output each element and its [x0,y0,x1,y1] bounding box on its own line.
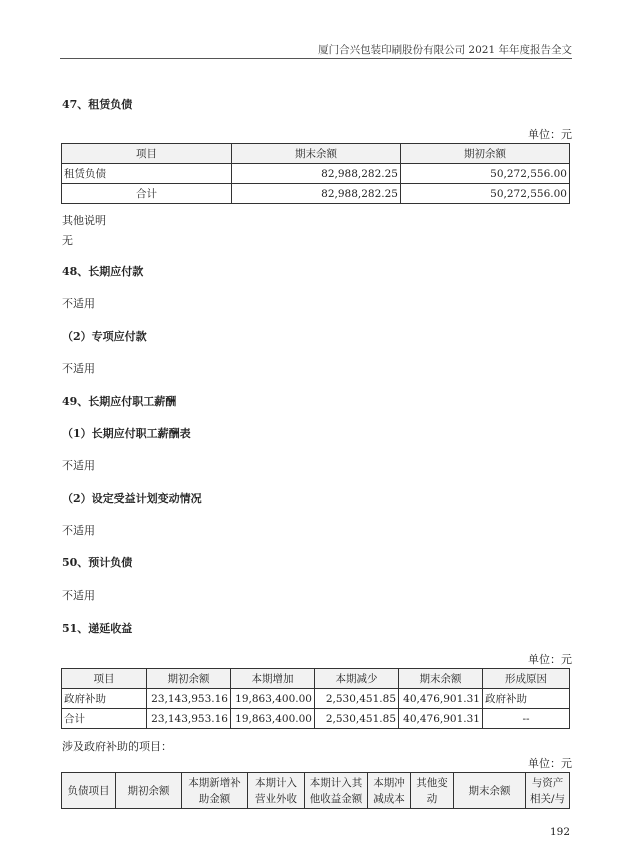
table-cell: 政府补助 [483,689,570,709]
table-header-row [62,773,570,809]
header-divider [60,58,572,59]
table-cell: 40,476,901.31 [399,709,483,729]
section-51-heading: 51、递延收益 [62,622,133,635]
column-header: 本期冲减成本 [368,773,411,809]
column-header: 负债项目 [62,773,116,809]
table-cell: 40,476,901.31 [399,689,483,709]
section-51-unit: 单位：元 [528,653,572,666]
table-cell: 23,143,953.16 [147,689,231,709]
column-header: 其他变动 [411,773,454,809]
column-header: 与资产相关/与 [526,773,570,809]
section-47-unit: 单位：元 [528,128,572,141]
not-applicable-text: 不适用 [62,362,95,375]
section-48-heading: 48、长期应付款 [62,265,144,278]
table-row [62,164,570,184]
column-header: 本期计入营业外收 [248,773,305,809]
table-cell: 2,530,451.85 [315,689,399,709]
table-cell: 19,863,400.00 [231,689,315,709]
column-header: 期初余额 [401,144,570,164]
table-row [62,184,570,204]
table-cell: 50,272,556.00 [401,184,570,204]
section-48-sub2-heading: （2）专项应付款 [62,330,147,343]
document-header-title: 厦门合兴包装印刷股份有限公司 2021 年年度报告全文 [318,44,572,56]
table-cell: 19,863,400.00 [231,709,315,729]
column-header: 期末余额 [454,773,526,809]
table-cell: 合计 [62,709,147,729]
table-cell: -- [483,709,570,729]
table-header-row [62,669,570,689]
section-50-heading: 50、预计负债 [62,556,133,569]
table-cell: 政府补助 [62,689,147,709]
table-row [62,709,570,729]
section-49-sub2-heading: （2）设定受益计划变动情况 [62,492,202,505]
other-notes-value: 无 [62,234,73,247]
column-header: 期末余额 [232,144,401,164]
not-applicable-text: 不适用 [62,297,95,310]
table-cell: 租赁负债 [62,164,232,184]
section-47-heading: 47、租赁负债 [62,98,133,111]
table-cell: 23,143,953.16 [147,709,231,729]
gov-subsidy-label: 涉及政府补助的项目： [62,740,172,753]
column-header: 项目 [62,669,147,689]
column-header: 本期新增补助金额 [182,773,248,809]
not-applicable-text: 不适用 [62,459,95,472]
column-header: 本期减少 [315,669,399,689]
table-cell: 2,530,451.85 [315,709,399,729]
table-header-row [62,144,570,164]
not-applicable-text: 不适用 [62,589,95,602]
column-header: 形成原因 [483,669,570,689]
table-cell: 82,988,282.25 [232,164,401,184]
column-header: 期初余额 [116,773,182,809]
lease-liability-table [61,143,570,204]
column-header: 项目 [62,144,232,164]
table-cell: 合计 [62,184,232,204]
column-header: 期初余额 [147,669,231,689]
gov-subsidy-unit: 单位：元 [528,757,572,770]
page-number: 192 [549,826,570,838]
section-49-heading: 49、长期应付职工薪酬 [62,395,177,408]
table-cell: 82,988,282.25 [232,184,401,204]
table-row [62,689,570,709]
deferred-income-table [61,668,570,729]
column-header: 期末余额 [399,669,483,689]
column-header: 本期计入其他收益金额 [305,773,368,809]
not-applicable-text: 不适用 [62,524,95,537]
gov-subsidy-table [61,772,570,809]
column-header: 本期增加 [231,669,315,689]
section-49-sub1-heading: （1）长期应付职工薪酬表 [62,427,191,440]
table-cell: 50,272,556.00 [401,164,570,184]
other-notes-label: 其他说明 [62,214,106,227]
